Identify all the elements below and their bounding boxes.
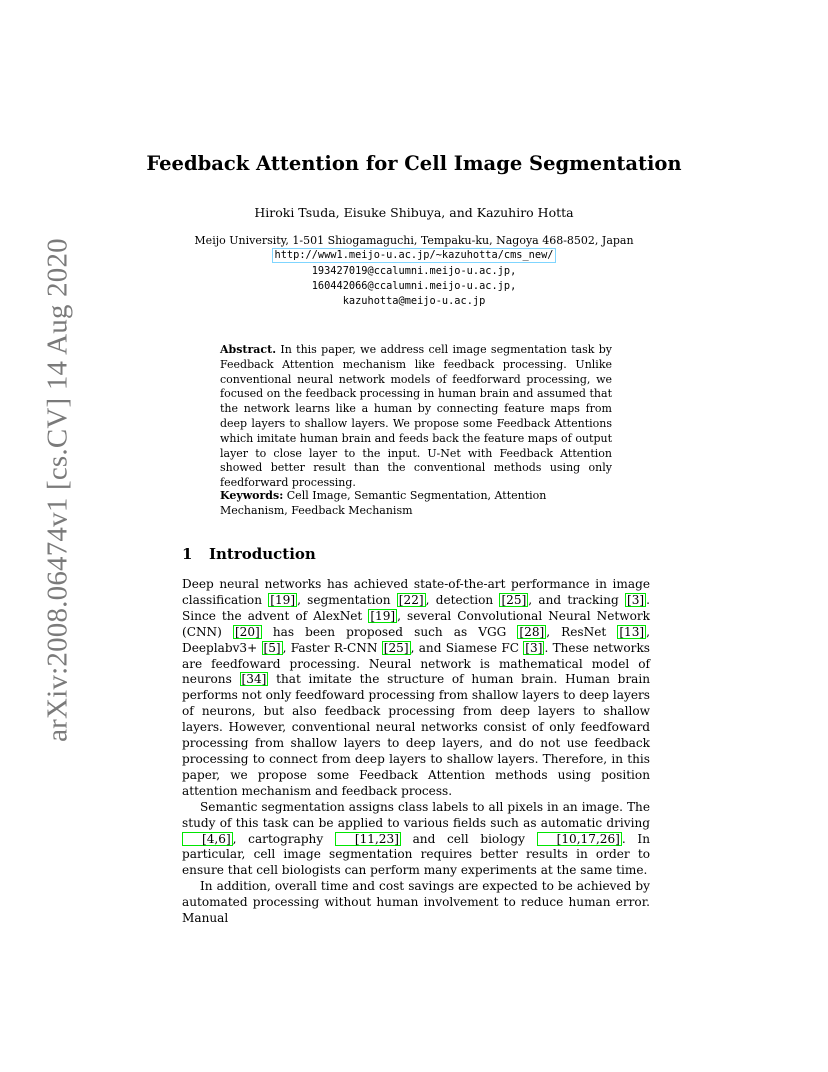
citation-link[interactable]: [22] [398,592,424,607]
citation-link[interactable]: [4,6] [182,832,233,846]
email-3[interactable]: kazuhotta@meijo-u.ac.jp [342,295,486,308]
citation-link[interactable]: [19] [370,608,396,623]
author-list: Hiroki Tsuda, Eisuke Shibuya, and Kazuhiro Hotta [254,205,574,220]
affiliation-block [0,233,828,309]
body-text [182,577,650,927]
affiliation: Meijo University, 1-501 Shiogamaguchi, Tempaku-ku, Nagoya 468-8502, Japan [194,234,634,247]
section-number: 1 [182,545,193,563]
citation-link[interactable]: [13] [619,624,645,639]
citation-link[interactable]: [5] [263,640,281,655]
paragraph-1: Deep neural networks has achieved state-of-the-art performance in image classification [19] , segmentation [22] , detection [25] , and tracking [3] . Since the advent of AlexNet [19] , several Convolutional Neural Network (CNN) [20] has been proposed such as VGG [28] , ResNet [13] , Deeplabv3+ [5] , Faster R-CNN [25] , and Siamese FC [3] . These networks are feedfoward processing. Neural network is mathematical model of neurons [34] that imitate the structure of human brain. Human brain performs not only feedfoward processing from shallow layers to deep layers of neurons, but also feedback processing from deep layers to shallow layers. However, conventional neural networks consist of only feedfoward processing from shallow layers to deep layers, and do not use feedback processing to connect from deep layers to shallow layers. Therefore, in this paper, we propose some Feedback Attention methods using position attention mechanism and feedback process. [182,577,651,798]
citation-link[interactable]: [25] [383,640,409,655]
abstract-label: Abstract. [220,343,277,356]
citation-link[interactable]: [3] [525,640,543,655]
section-heading [182,545,316,563]
email-2[interactable]: 160442066@ccalumni.meijo-u.ac.jp, [311,279,517,292]
keywords [220,489,612,519]
arxiv-identifier: arXiv:2008.06474v1 [cs.CV] 14 Aug 2020 [41,238,74,742]
homepage-link[interactable]: http://www1.meijo-u.ac.jp/~kazuhotta/cms_new/ [272,248,557,263]
paragraph-3: In addition, overall time and cost savings are expected to be achieved by automated processing without human involvement to reduce human error. Manual [182,879,650,926]
citation-link[interactable]: [25] [501,592,527,607]
citation-link[interactable]: [11,23] [335,832,401,846]
abstract [220,343,612,491]
citation-link[interactable]: [19] [270,592,296,607]
keywords-text: Cell Image, Semantic Segmentation, Attention Mechanism, Feedback Mechanism [220,489,547,517]
citation-link[interactable]: [28] [519,624,545,639]
citation-link[interactable]: [10,17,26] [537,832,622,846]
keywords-label: Keywords: [220,489,284,502]
section-title: Introduction [209,545,316,563]
email-1[interactable]: 193427019@ccalumni.meijo-u.ac.jp, [311,264,517,277]
citation-link[interactable]: [20] [234,624,260,639]
abstract-text: In this paper, we address cell image segmentation task by Feedback Attention mechanism like feedback processing. Unlike conventional neural network models of feedforward processing, we focused on the feedback processing in human brain and assumed that the network learns like a human by connecting feature maps from deep layers to shallow layers. We propose some Feedback Attentions which imitate human brain and feeds back the feature maps of output layer to close layer to the input. U-Net with Feedback Attention showed better result than the conventional methods using only feedforward processing. [220,343,612,490]
paper-title: Feedback Attention for Cell Image Segmentation [146,152,682,175]
paragraph-2: Semantic segmentation assigns class labels to all pixels in an image. The study of this task can be applied to various fields such as automatic driving [4,6] , cartography [11,23] and cell biology [10,17,26] . In particular, cell image segmentation requires better results in order to ensure that cell biologists can perform many experiments at the same time. [182,799,650,878]
citation-link[interactable]: [3] [627,592,645,607]
citation-link[interactable]: [34] [241,672,267,687]
